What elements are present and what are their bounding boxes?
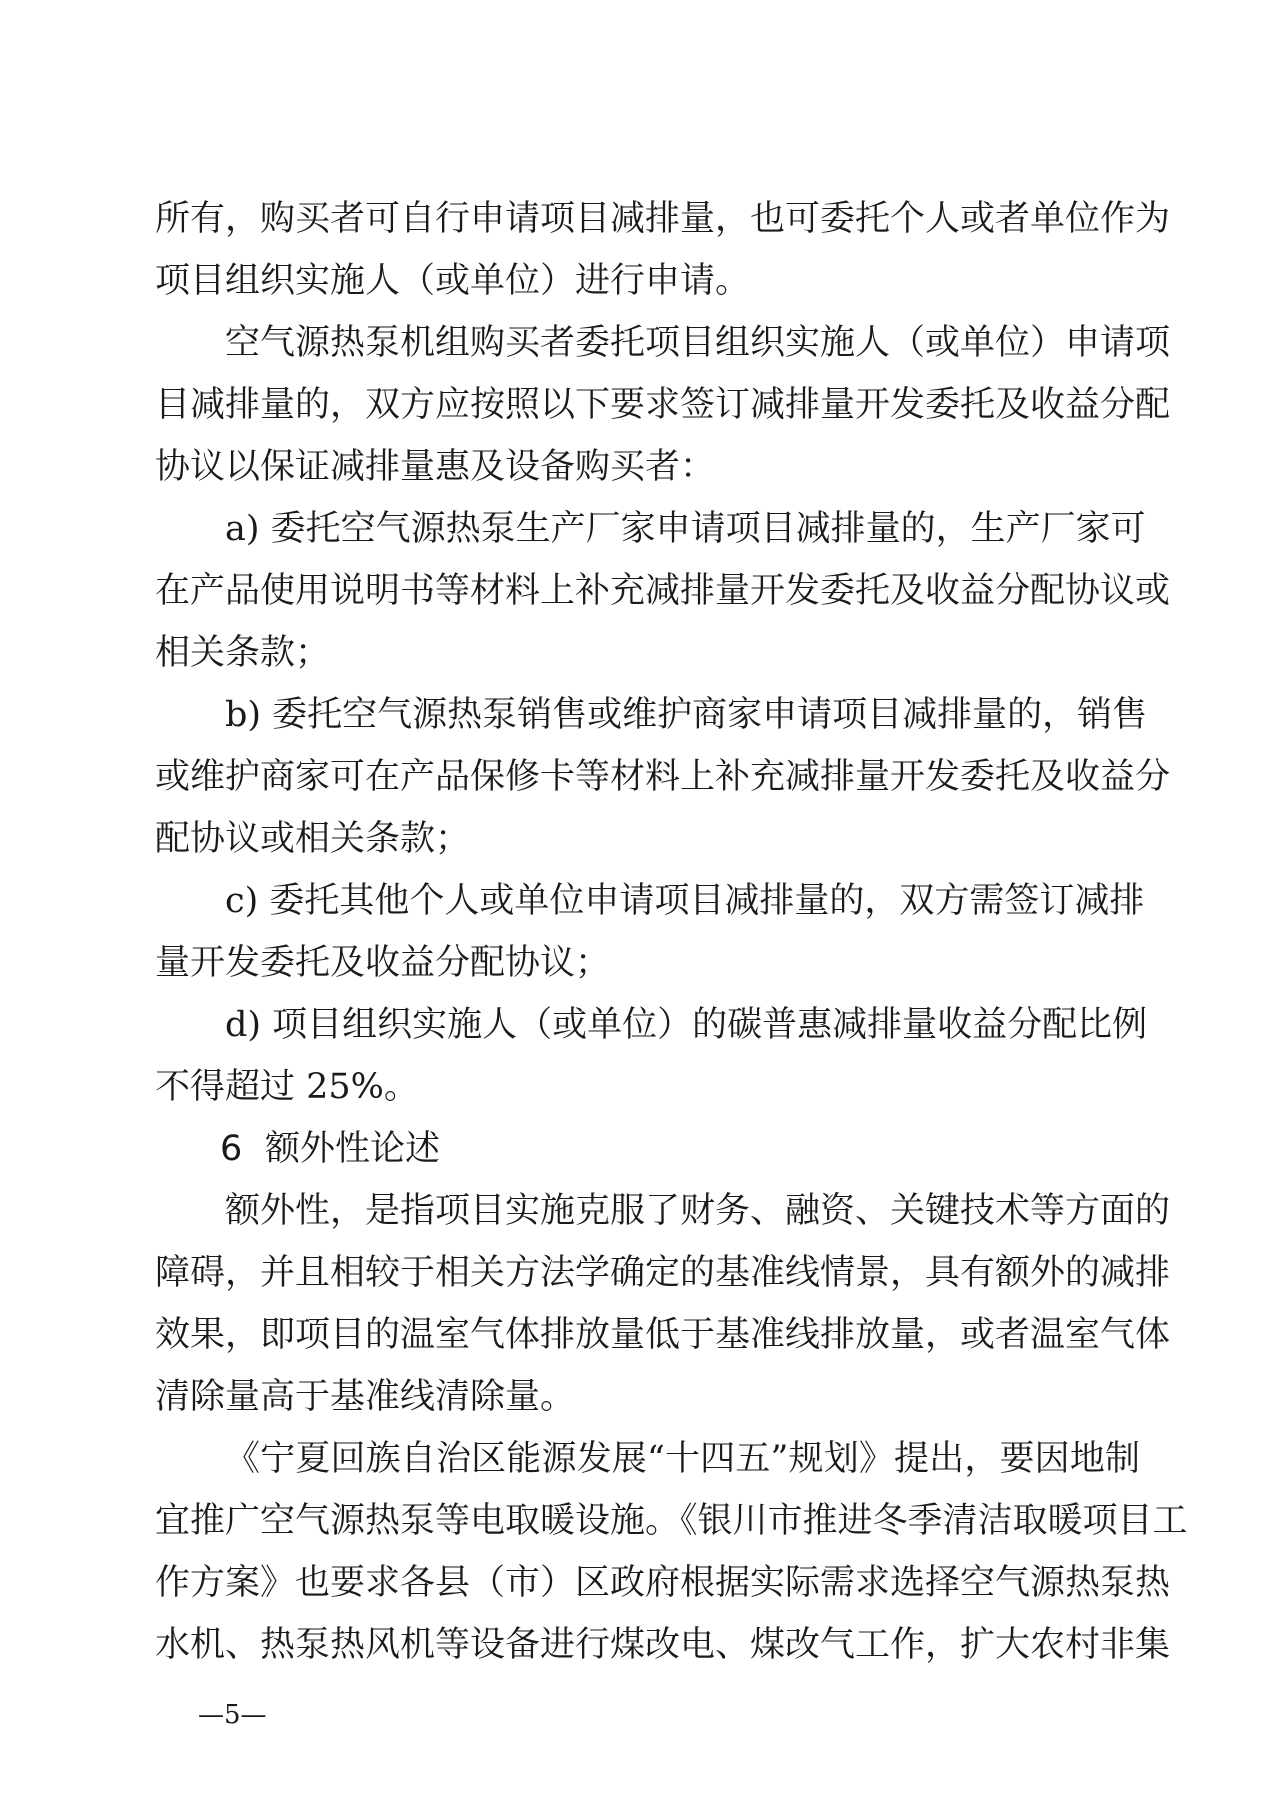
text-line: 相关条款； <box>155 633 331 673</box>
text-line: 或维护商家可在产品保修卡等材料上补充减排量开发委托及收益分 <box>155 757 1171 797</box>
text-line: 作方案》也要求各县（市）区政府根据实际需求选择空气源热泵热 <box>155 1563 1171 1603</box>
page-number: —5— <box>198 1700 267 1730</box>
text-line: c) 委托其他个人或单位申请项目减排量的，双方需签订减排 <box>225 881 1145 921</box>
document-body <box>155 188 1188 1676</box>
text-line: 额外性，是指项目实施克服了财务、融资、关键技术等方面的 <box>225 1191 1171 1231</box>
paragraph-block-2 <box>155 1180 1188 1676</box>
text-line: 水机、热泵热风机等设备进行煤改电、煤改气工作，扩大农村非集 <box>155 1625 1171 1665</box>
text-line: 空气源热泵机组购买者委托项目组织实施人（或单位）申请项 <box>225 323 1171 363</box>
text-line: 配协议或相关条款； <box>155 819 471 859</box>
section-number: 6 <box>220 1129 243 1169</box>
text-line: 《宁夏回族自治区能源发展“十四五”规划》提出，要因地制 <box>225 1439 1140 1479</box>
section-heading <box>155 1118 1140 1180</box>
text-line: 协议以保证减排量惠及设备购买者： <box>155 447 716 487</box>
paragraph-block-1 <box>155 188 1171 1118</box>
text-line: a) 委托空气源热泵生产厂家申请项目减排量的，生产厂家可 <box>225 509 1146 549</box>
text-line: 效果，即项目的温室气体排放量低于基准线排放量，或者温室气体 <box>155 1315 1171 1355</box>
text-line: 量开发委托及收益分配协议； <box>155 943 611 983</box>
text-line: 在产品使用说明书等材料上补充减排量开发委托及收益分配协议或 <box>155 571 1171 611</box>
text-line: 项目组织实施人（或单位）进行申请。 <box>155 261 751 301</box>
text-line: 不得超过 25%。 <box>155 1067 419 1107</box>
text-line: b) 委托空气源热泵销售或维护商家申请项目减排量的，销售 <box>225 695 1148 735</box>
text-line: 所有，购买者可自行申请项目减排量，也可委托个人或者单位作为 <box>155 199 1171 239</box>
text-line: 宜推广空气源热泵等电取暖设施。《银川市推进冬季清洁取暖项目工 <box>155 1501 1188 1541</box>
text-line: d) 项目组织实施人（或单位）的碳普惠减排量收益分配比例 <box>225 1005 1148 1045</box>
text-line: 障碍，并且相较于相关方法学确定的基准线情景，具有额外的减排 <box>155 1253 1171 1293</box>
section-title: 额外性论述 <box>265 1129 441 1169</box>
text-line: 清除量高于基准线清除量。 <box>155 1377 576 1417</box>
text-line: 目减排量的，双方应按照以下要求签订减排量开发委托及收益分配 <box>155 385 1171 425</box>
